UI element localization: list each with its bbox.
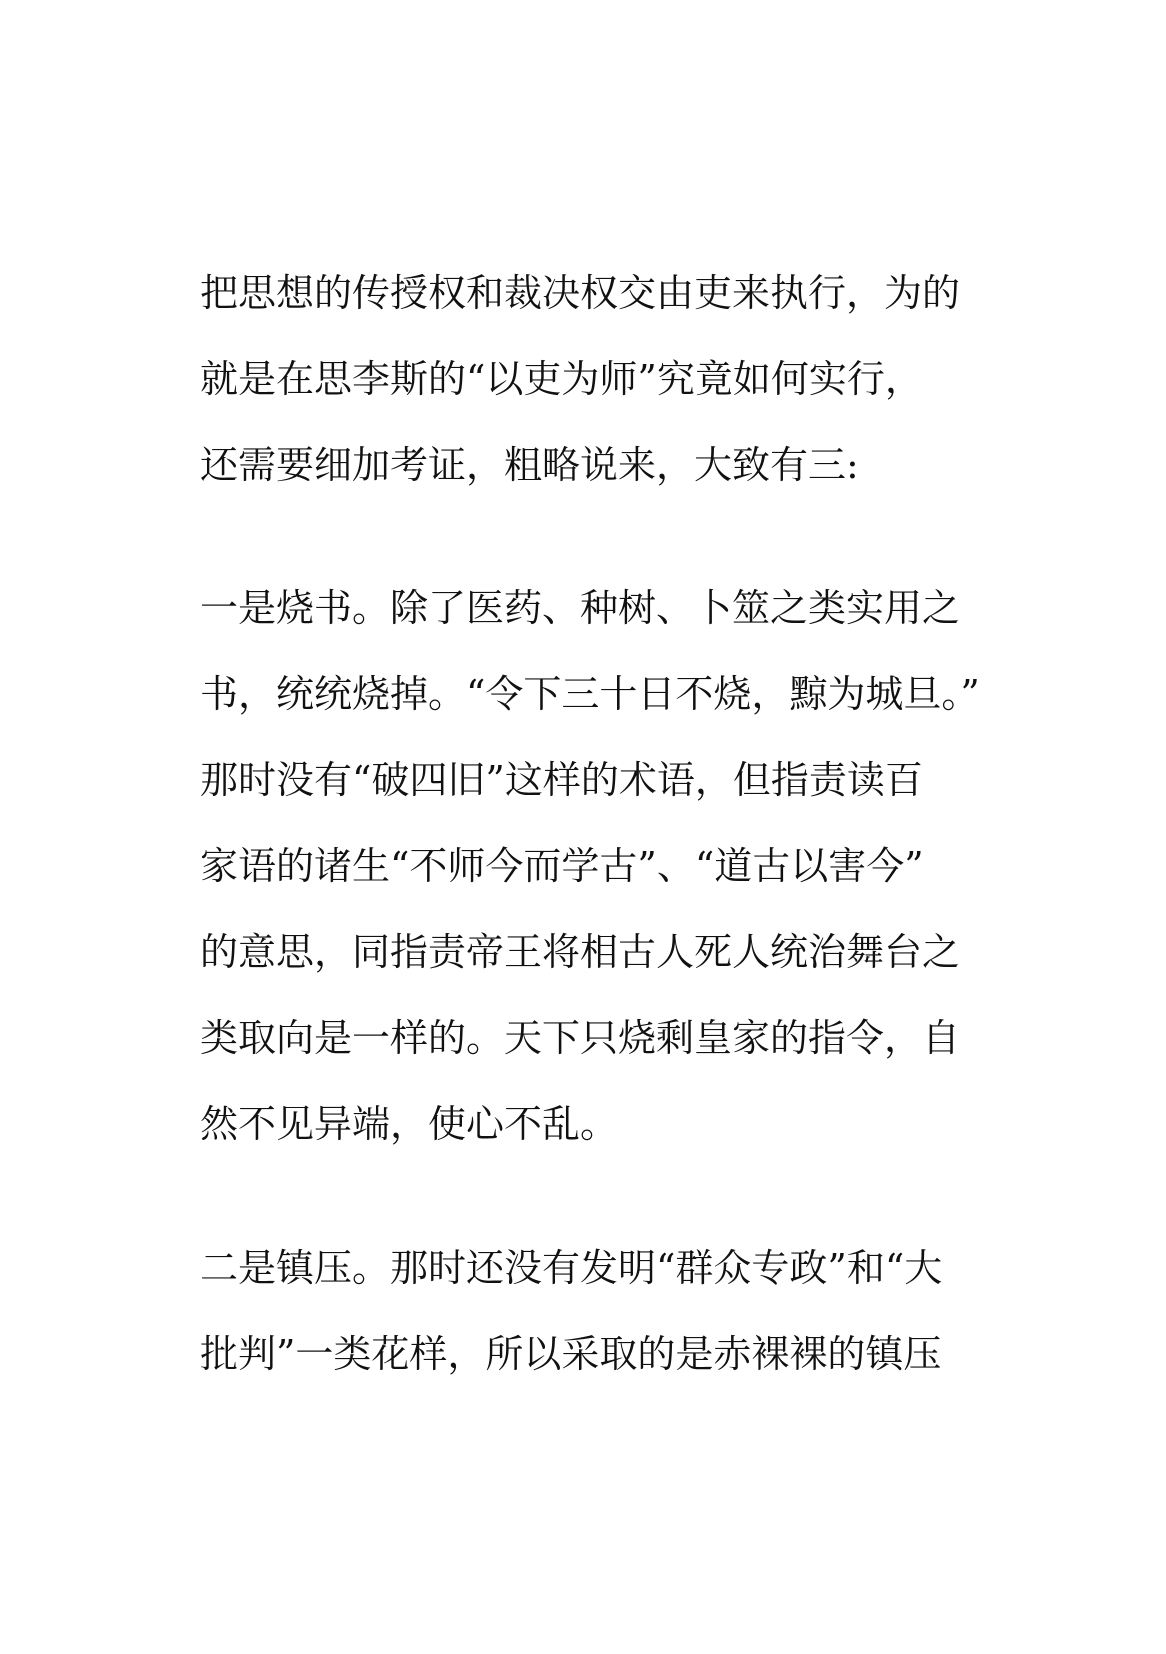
paragraph-burning-books: [200, 565, 980, 1167]
text-line: 那时没有“破四旧”这样的术语，但指责读百: [200, 758, 923, 802]
text-line: 一是烧书。除了医药、种树、卜筮之类实用之: [200, 586, 961, 630]
paragraph-suppression: [200, 1225, 980, 1397]
text-line: 还需要细加考证，粗略说来，大致有三:: [200, 443, 859, 487]
text-line: 然不见异端，使心不乱。: [200, 1102, 619, 1146]
text-line: 就是在思李斯的“以吏为师”究竟如何实行，: [200, 357, 923, 401]
text-line: 二是镇压。那时还没有发明“群众专政”和“大: [200, 1246, 943, 1290]
text-line: 的意思，同指责帝王将相古人死人统治舞台之: [200, 930, 961, 974]
text-line: 类取向是一样的。天下只烧剩皇家的指令，自: [200, 1016, 961, 1060]
text-line: 家语的诸生“不师今而学古”、“道古以害今”: [200, 844, 924, 888]
text-line: 把思想的传授权和裁决权交由吏来执行，为的: [200, 271, 961, 315]
text-line: 书，统统烧掉。“令下三十日不烧，黥为城旦。”: [200, 672, 980, 716]
text-line: 批判”一类花样，所以采取的是赤裸裸的镇压: [200, 1332, 942, 1376]
paragraph-intro: [200, 250, 980, 508]
